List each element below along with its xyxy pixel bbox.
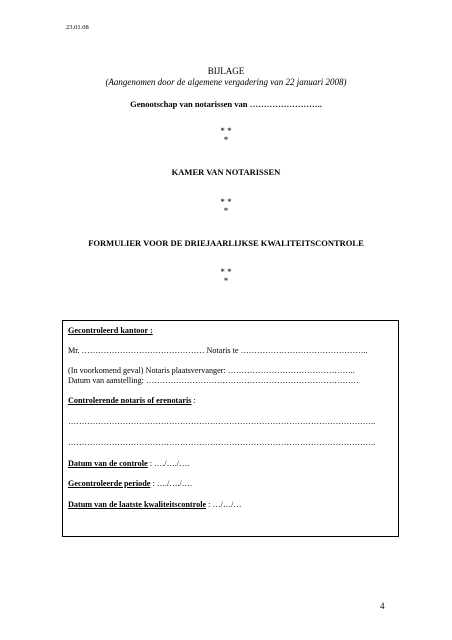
office-label: Gecontroleerd kantoor :: [68, 326, 153, 335]
control-date-label: Datum van de controle: [68, 459, 148, 468]
last-control-value: : …/…/…: [206, 500, 242, 509]
substitute-notary-line: (In voorkomend geval) Notaris plaatsvervanger: ………………………………………..: [68, 366, 355, 375]
stars-bottom-row: *: [223, 206, 229, 216]
period-label: Gecontroleerde periode: [68, 479, 151, 488]
society-line: Genootschap van notarissen van ……………………..: [130, 99, 322, 109]
stars-top-row: * *: [220, 126, 232, 136]
controller-row: [68, 396, 196, 405]
controller-label: Controlerende notaris of erenotaris: [68, 396, 192, 405]
period-value: : …./…./….: [150, 479, 193, 488]
controller-suffix: :: [191, 396, 196, 405]
control-date-row: [68, 459, 189, 468]
control-date-value: : …./…./….: [147, 459, 190, 468]
page-number: 4: [380, 601, 385, 611]
document-subtitle: (Aangenomen door de algemene vergadering van 22 januari 2008): [105, 77, 347, 87]
last-control-label: Datum van de laatste kwaliteitscontrole: [68, 500, 207, 509]
last-control-row: [68, 500, 242, 509]
control-form-box: [62, 320, 399, 537]
stars-top-row: * *: [220, 267, 232, 277]
stars-bottom-row: *: [223, 276, 229, 286]
stars-bottom-row: *: [223, 135, 229, 145]
chamber-heading: KAMER VAN NOTARISSEN: [171, 167, 281, 177]
controller-blank-line-1: …………………………………………………………………………………………………..: [68, 417, 376, 426]
period-row: [68, 479, 192, 488]
notary-line: Mr. ……………………………………… Notaris te ………………………………………..: [68, 346, 368, 355]
document-title: BIJLAGE: [207, 66, 245, 76]
stars-top-row: * *: [220, 197, 232, 207]
controller-blank-line-2: …………………………………………………………………………………………………..: [68, 438, 376, 447]
form-title: FORMULIER VOOR DE DRIEJAARLIJKSE KWALITEITSCONTROLE: [88, 238, 364, 248]
appointment-date-line: Datum van aanstelling: ……………………………………………………………………: [68, 376, 359, 385]
header-date: 23.01.08: [66, 24, 89, 31]
